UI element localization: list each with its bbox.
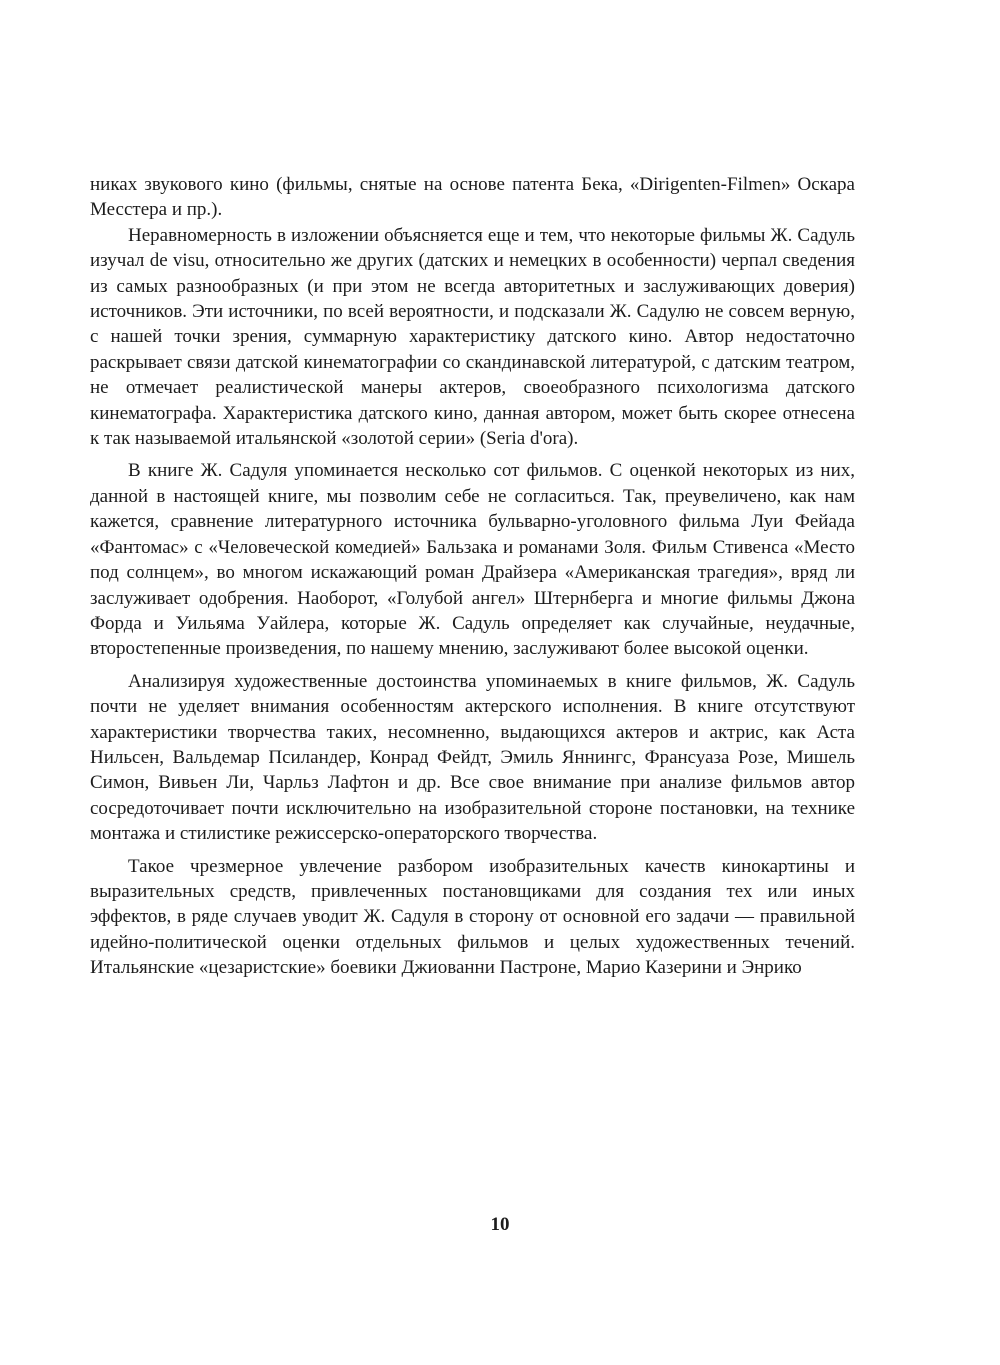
- page-number: 10: [490, 1214, 510, 1235]
- paragraph-film-assessments: В книге Ж. Садуля упоминается несколько сот фильмов. С оценкой некоторых из них, данной в настоящей книге, мы позволим себе не согласиться. Так, преувеличено, как нам кажется, сравнение литературного источника бульварно-уголовного фильма Луи Фейада «Фантомас» с «Человеческой комедией» Бальзака и романами Золя. Фильм Стивенса «Место под солнцем», во многом искажающий роман Драйзера «Американская трагедия», вряд ли заслуживает одобрения. Наоборот, «Голубой ангел» Штернберга и многие фильмы Джона Форда и Уильяма Уайлера, которые Ж. Садуль определяет как случайные, неудачные, второстепенные произведения, по нашему мнению, заслуживают более высокой оценки.: [90, 460, 855, 660]
- paragraph-visual-analysis: Такое чрезмерное увлечение разбором изобразительных качеств кинокартины и выразительных средств, привлеченных постановщиками для создания тех или иных эффектов, в ряде случаев уводит Ж. Садуля в сторону от основной его задачи — правильной идейно-политической оценки отдельных фильмов и целых художественных течений. Итальянские «цезаристские» боевики Джиованни Пастроне, Марио Казерини и Энрико: [90, 855, 855, 979]
- paragraph-continuation: никах звукового кино (фильмы, снятые на основе патента Бека, «Dirigenten-Filmen» Оскара Месстера и пр.).: [90, 174, 855, 221]
- paragraph-acting: Анализируя художественные достоинства упоминаемых в книге фильмов, Ж. Садуль почти не уделяет внимания особенностям актерского исполнения. В книге отсутствуют характеристики творчества таких, несомненно, выдающихся актеров и актрис, как Аста Нильсен, Вальдемар Псиландер, Конрад Фейдт, Эмиль Яннингс, Франсуаза Розе, Мишель Симон, Вивьен Ли, Чарльз Лафтон и др. Все свое внимание при анализе фильмов автор сосредоточивает почти исключительно на изобразительной стороне постановки, на технике монтажа и стилистике режиссерско-операторского творчества.: [90, 670, 855, 845]
- paragraph-unevenness: Неравномерность в изложении объясняется еще и тем, что некоторые фильмы Ж. Садуль изучал de visu, относительно же других (датских и немецких в особенности) черпал сведения из самых разнообразных (и при этом не всегда авторитетных и заслуживающих доверия) источников. Эти источники, по всей вероятности, и подсказали Ж. Садулю не совсем верную, с нашей точки зрения, суммарную характеристику датского кино. Автор недостаточно раскрывает связи датской кинематографии со скандинавской литературой, с датским театром, не отмечает реалистической манеры актеров, своеобразного психологизма датского кинематографа. Характеристика датского кино, данная автором, может быть скорее отнесена к так называемой итальянской «золотой серии» (Seria d'ora).: [90, 224, 855, 450]
- body-text: [90, 172, 855, 981]
